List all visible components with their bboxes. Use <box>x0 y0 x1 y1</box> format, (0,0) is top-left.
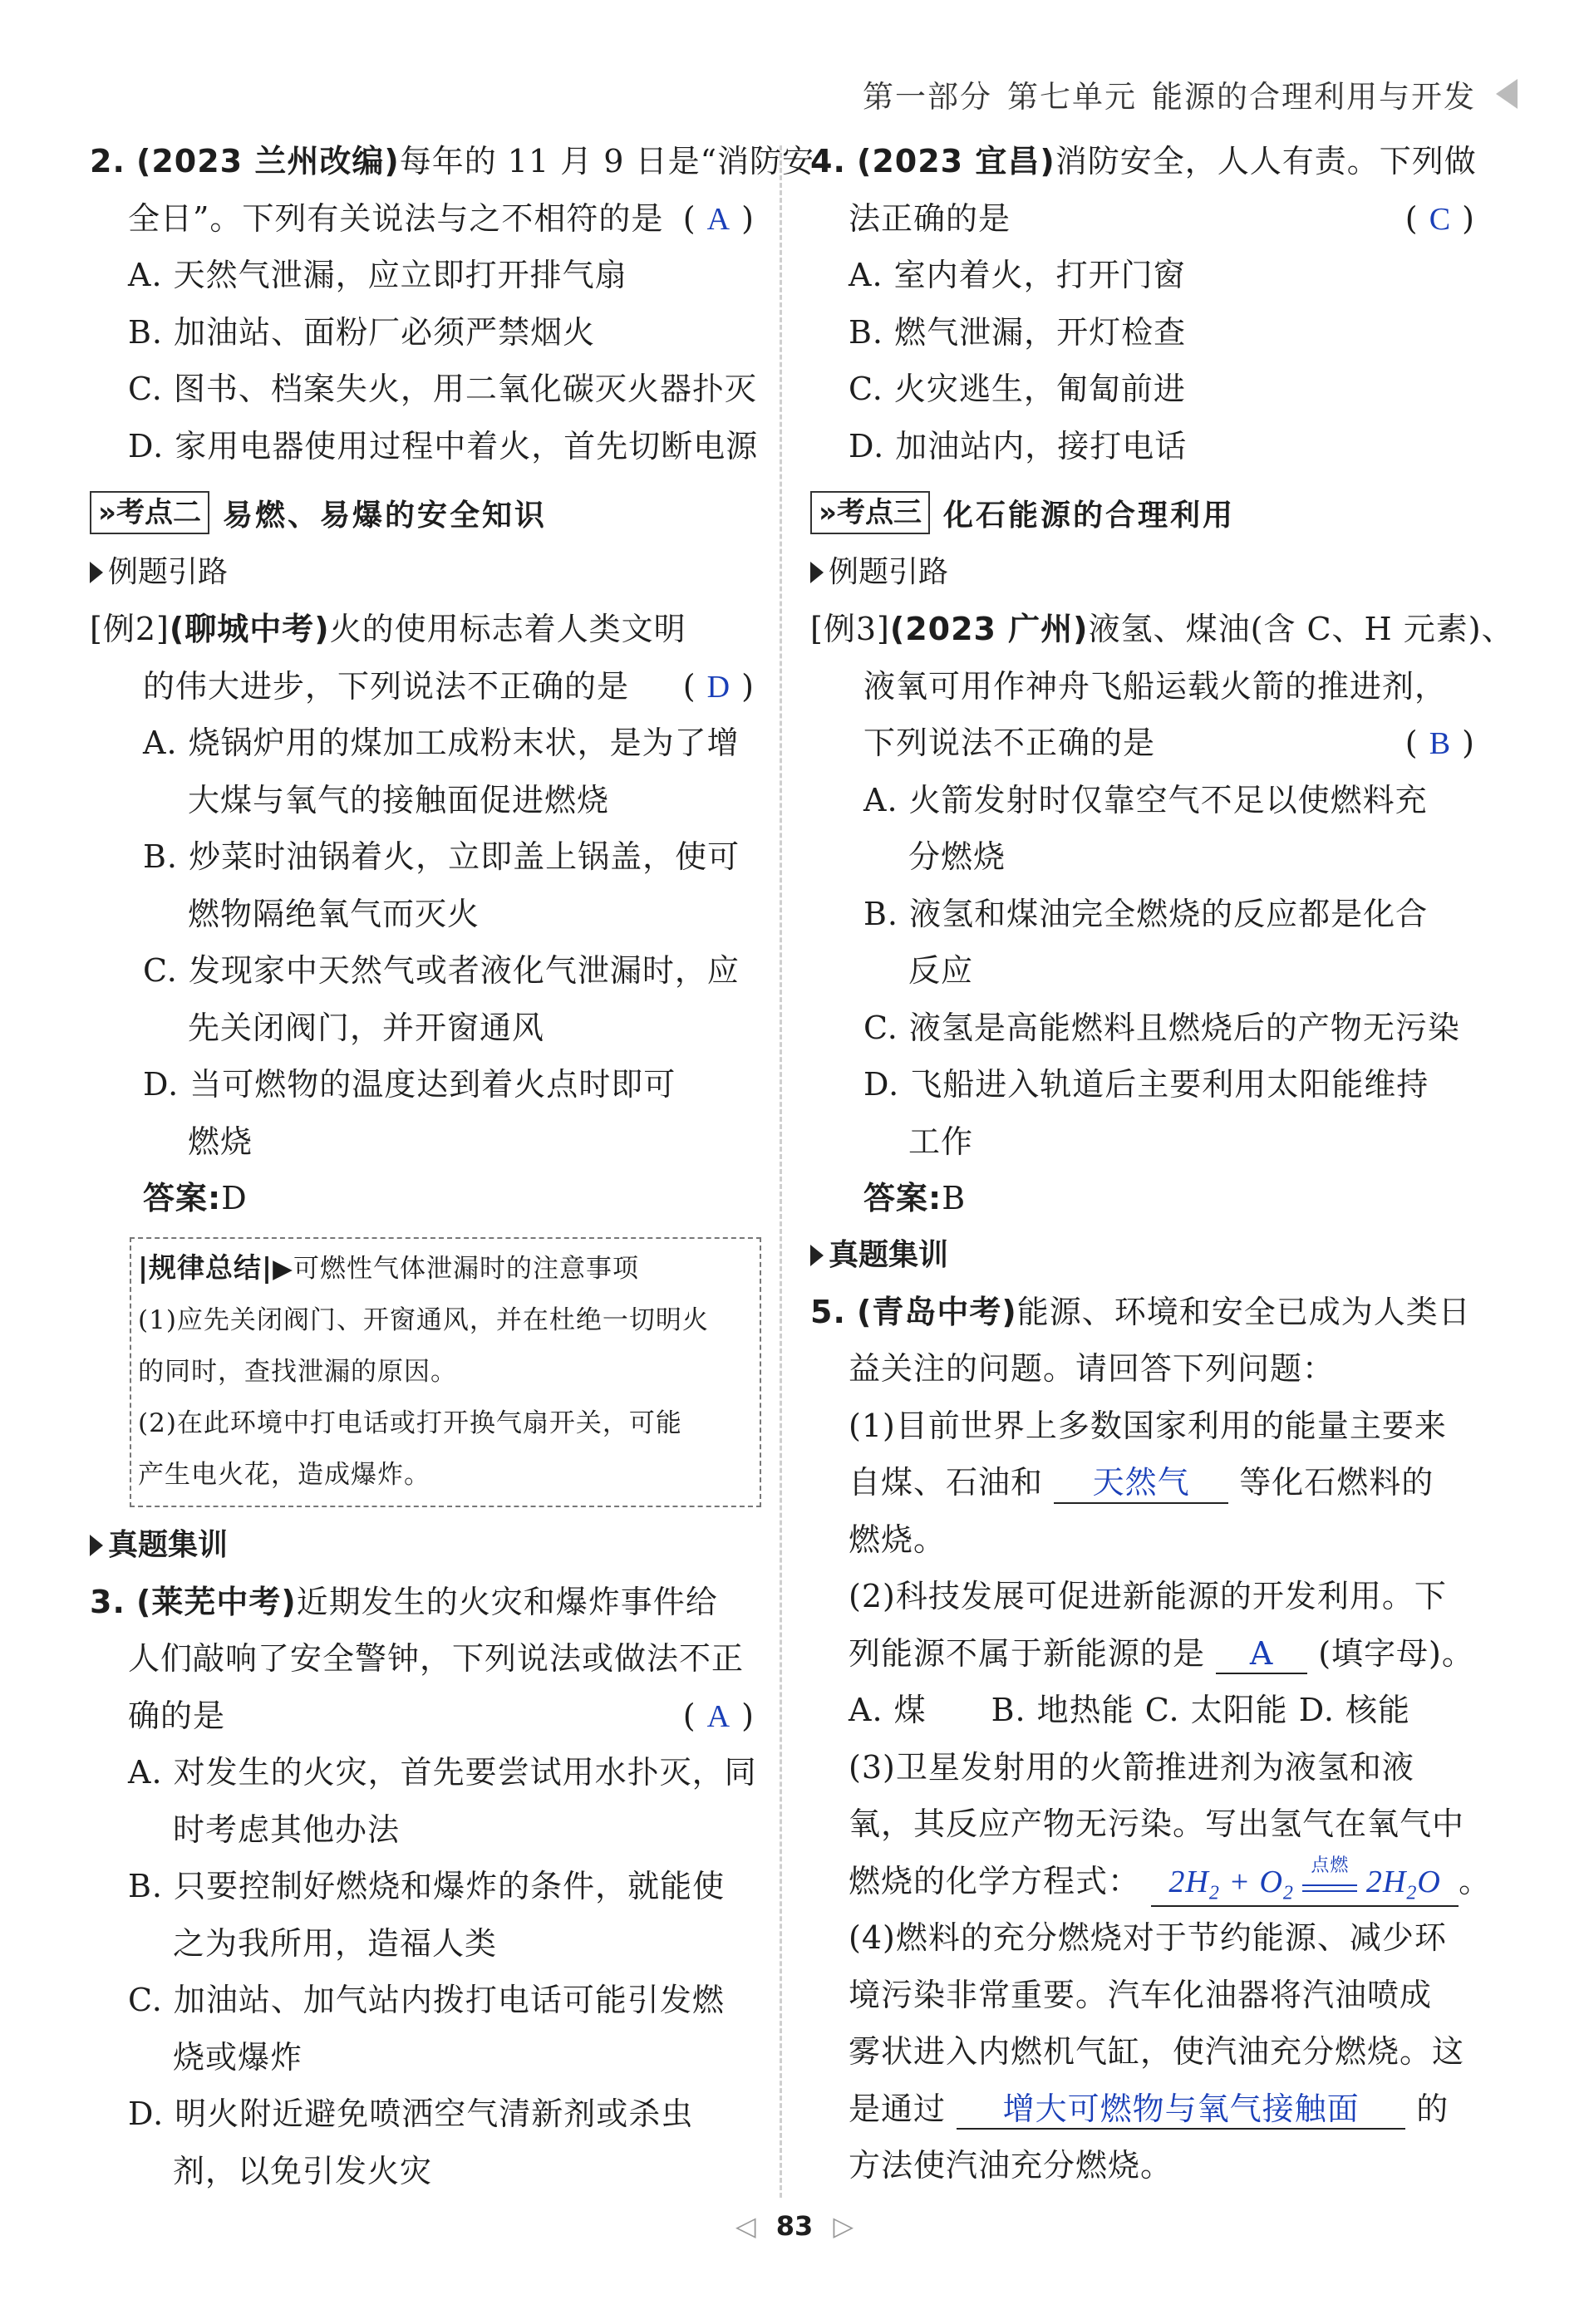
section-2-title: 易燃、易爆的安全知识 <box>222 498 547 533</box>
q2-option-c: C. 图书、档案失火，用二氧化碳灭火器扑灭 <box>128 371 757 407</box>
ex3-line1: [例3](2023 广州)液氢、煤油(含 C、H 元素)、 <box>810 611 1514 647</box>
q3-line3: 确的是 ( A ) <box>128 1697 755 1734</box>
right-column <box>810 133 1514 2194</box>
prev-page-icon: ◁ <box>735 2210 756 2242</box>
triangle-icon <box>810 562 824 583</box>
q5-p1-line1: (1)目前世界上多数国家利用的能量主要来 <box>849 1407 1447 1444</box>
q5-p2-options: A. 煤 B. 地热能 C. 太阳能 D. 核能 <box>849 1692 1410 1728</box>
ex2-option-d1: D. 当可燃物的温度达到着火点时即可 <box>143 1066 676 1103</box>
ex2-option-d2: 燃烧 <box>188 1123 253 1160</box>
header-topic: 能源的合理利用与开发 <box>1152 79 1476 115</box>
q5-p2-line2: 列能源不属于新能源的是 A (填字母)。 <box>810 1625 1475 1683</box>
q3-line1: 3. (莱芜中考)近期发生的火灾和爆炸事件给 <box>90 1583 718 1620</box>
q4-option-c: C. 火灾逃生，匍匐前进 <box>849 371 1186 407</box>
ex3-option-b2: 反应 <box>908 952 974 989</box>
ex3-option-a1: A. 火箭发射时仅靠空气不足以使燃料充 <box>863 781 1428 818</box>
summary-line-1: (1)应先关闭阀门、开窗通风，并在杜绝一切明火 <box>138 1304 709 1335</box>
q5-p4-line5: 方法使汽油充分燃烧。 <box>849 2147 1173 2184</box>
ex3-option-b1: B. 液氢和煤油完全燃烧的反应都是化合 <box>863 895 1429 932</box>
page-number: 83 <box>775 2210 814 2242</box>
ex3-answer: B <box>1429 726 1452 761</box>
ex3-line2: 液氧可用作神舟飞船运载火箭的推进剂， <box>863 667 1448 705</box>
q5-line1: 5. (青岛中考)能源、环境和安全已成为人类日 <box>810 1293 1471 1330</box>
ex2-option-a1: A. 烧锅炉用的煤加工成粉末状，是为了增 <box>143 725 740 761</box>
rule-summary-box <box>130 1237 761 1507</box>
header-unit: 第七单元 <box>1007 79 1137 115</box>
q5-p3-line3: 燃烧的化学方程式： $2H_2 + O_2$ 点燃 $2H_2O$ 。 <box>810 1853 1475 1910</box>
ex3-option-d1: D. 飞船进入轨道后主要利用太阳能维持 <box>863 1066 1429 1103</box>
page-header <box>863 71 1518 116</box>
drill-heading-right: 真题集训 <box>810 1227 1475 1284</box>
page-footer <box>0 2210 1589 2242</box>
q4-line2: 法正确的是 ( C ) <box>849 199 1475 237</box>
q3-option-b1: B. 只要控制好燃烧和爆炸的条件，就能使 <box>128 1868 726 1904</box>
q5-p3-line2: 氧，其反应产物无污染。写出氢气在氧气中 <box>849 1806 1465 1842</box>
q5-p4-line4: 是通过 增大可燃物与氧气接触面 的 <box>810 2081 1475 2138</box>
ex2-option-b2: 燃物隔绝氧气而灭火 <box>188 895 480 932</box>
ex2-answer: D <box>706 669 731 705</box>
ex2-option-a2: 大煤与氧气的接触面促进燃烧 <box>188 781 610 818</box>
q2-answer: A <box>706 201 731 237</box>
q3-option-a2: 时考虑其他办法 <box>173 1811 401 1848</box>
q3-option-d1: D. 明火附近避免喷洒空气清新剂或杀虫 <box>128 2096 694 2132</box>
speaker-icon <box>1496 79 1518 109</box>
q5-p4-line2: 境污染非常重要。汽车化油器将汽油喷成 <box>849 1976 1433 2013</box>
q4-option-a: A. 室内着火，打开门窗 <box>849 257 1186 293</box>
ex3-answer-line: 答案:B <box>863 1180 967 1216</box>
summary-line-3: (2)在此环境中打电话或打开换气扇开关，可能 <box>138 1408 682 1438</box>
ex3-option-d2: 工作 <box>908 1123 974 1160</box>
summary-line-2: 的同时，查找泄漏的原因。 <box>138 1356 457 1387</box>
summary-line-4: 产生电火花，造成爆炸。 <box>138 1459 430 1490</box>
drill-heading-left: 真题集训 <box>90 1517 755 1574</box>
ex2-option-c2: 先关闭阀门，并开窗通风 <box>188 1009 545 1046</box>
triangle-icon <box>90 562 103 583</box>
q2-option-b: B. 加油站、面粉厂必须严禁烟火 <box>128 313 596 351</box>
q5-blank-2: A <box>1216 1635 1307 1675</box>
section-2-heading <box>90 489 755 536</box>
q3-option-d2: 剂，以免引发火灾 <box>173 2152 433 2189</box>
q3-answer: A <box>706 1698 731 1734</box>
q5-p1-line3: 燃烧。 <box>849 1521 947 1558</box>
q5-p1-line2: 自煤、石油和 天然气 等化石燃料的 <box>810 1454 1475 1511</box>
ex2-line1: [例2](聊城中考)火的使用标志着人类文明 <box>90 611 686 647</box>
ex2-option-c1: C. 发现家中天然气或者液化气泄漏时，应 <box>143 952 740 989</box>
q3-line2: 人们敲响了安全警钟，下列说法或做法不正 <box>128 1640 745 1677</box>
q5-equation: $2H_2 + O_2$ 点燃 $2H_2O$ <box>1151 1864 1459 1907</box>
q5-line2: 益关注的问题。请回答下列问题： <box>849 1350 1336 1387</box>
q4-line1: 4. (2023 宜昌)消防安全，人人有责。下列做 <box>810 143 1477 179</box>
ex2-line2: 的伟大进步，下列说法不正确的是 ( D ) <box>143 667 755 705</box>
ex2-answer-line: 答案:D <box>143 1180 248 1216</box>
q5-p4-line1: (4)燃料的充分燃烧对于节约能源、减少环 <box>849 1919 1447 1956</box>
q5-blank-1: 天然气 <box>1054 1464 1228 1504</box>
q2-source: (2023 兰州改编) <box>135 143 400 179</box>
q3-option-c1: C. 加油站、加气站内拨打电话可能引发燃 <box>128 1982 725 2018</box>
q5-p3-line1: (3)卫星发射用的火箭推进剂为液氢和液 <box>849 1748 1414 1786</box>
triangle-icon <box>810 1245 824 1266</box>
q5-p2-line1: (2)科技发展可促进新能源的开发利用。下 <box>849 1578 1447 1614</box>
q2-option-d: D. 家用电器使用过程中着火，首先切断电源 <box>128 427 759 464</box>
next-page-icon: ▷ <box>833 2210 854 2242</box>
q5-p4-line3: 雾状进入内燃机气缸，使汽油充分燃烧。这 <box>849 2033 1465 2070</box>
q4-option-b: B. 燃气泄漏，开灯检查 <box>849 313 1187 351</box>
ex3-option-a2: 分燃烧 <box>908 838 1006 875</box>
ex2-option-b1: B. 炒菜时油锅着火，立即盖上锅盖，使可 <box>143 838 740 875</box>
summary-title: |规律总结|▶可燃性气体泄漏时的注意事项 <box>138 1250 639 1284</box>
ex3-line3: 下列说法不正确的是 ( B ) <box>863 725 1475 761</box>
q3-option-b2: 之为我所用，造福人类 <box>173 1924 498 1962</box>
example-heading-right: 例题引路 <box>810 544 1475 601</box>
header-part: 第一部分 <box>863 79 992 115</box>
column-divider <box>780 145 782 2198</box>
q4-option-d: D. 加油站内，接打电话 <box>849 427 1188 464</box>
section-3-heading <box>810 489 1475 536</box>
q5-blank-4: 增大可燃物与氧气接触面 <box>957 2091 1405 2130</box>
q2-line1: 2. (2023 兰州改编)每年的 11 月 9 日是“消防安 <box>90 143 814 179</box>
q4-answer: C <box>1429 201 1452 237</box>
q2-option-a: A. 天然气泄漏，应立即打开排气扇 <box>128 257 627 293</box>
section-2-tag: »考点二 <box>90 491 209 534</box>
triangle-icon <box>90 1535 103 1556</box>
section-3-title: 化石能源的合理利用 <box>942 498 1235 533</box>
q3-option-a1: A. 对发生的火灾，首先要尝试用水扑灭，同 <box>128 1754 757 1791</box>
ex3-option-c1: C. 液氢是高能燃料且燃烧后的产物无污染 <box>863 1009 1460 1046</box>
left-column <box>90 133 814 2199</box>
reaction-arrow: 点燃 <box>1302 1879 1357 1892</box>
section-3-tag: »考点三 <box>810 491 930 534</box>
q3-option-c2: 烧或爆炸 <box>173 2038 303 2076</box>
q2-line2: 全日”。下列有关说法与之不相符的是 ( A ) <box>128 199 755 237</box>
example-heading-left: 例题引路 <box>90 544 755 601</box>
